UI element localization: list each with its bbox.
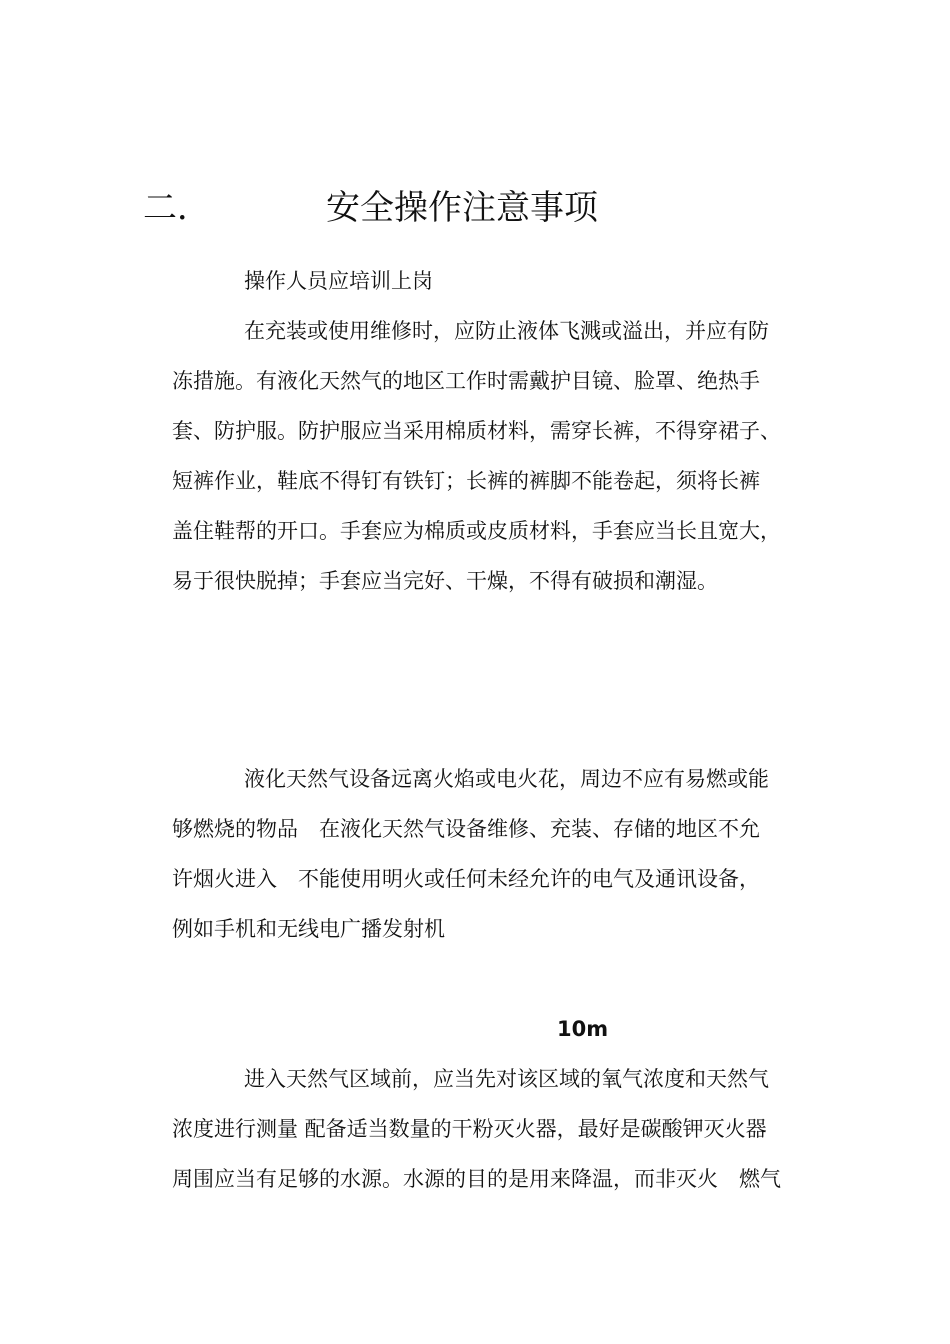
paragraph-line: 短裤作业，鞋底不得钉有铁钉；长裤的裤脚不能卷起，须将长裤 <box>172 469 760 493</box>
paragraph-line: 易于很快脱掉；手套应当完好、干燥，不得有破损和潮湿。 <box>172 569 718 593</box>
paragraph-line: 在充装或使用维修时，应防止液体飞溅或溢出，并应有防 <box>244 319 769 343</box>
paragraph-line: 浓度进行测量 配备适当数量的干粉灭火器，最好是碳酸钾灭火器 <box>172 1117 767 1141</box>
paragraph-line: 冻措施。有液化天然气的地区工作时需戴护目镜、脸罩、绝热手 <box>172 369 760 393</box>
paragraph-line: 液化天然气设备远离火焰或电火花，周边不应有易燃或能 <box>244 767 769 791</box>
paragraph-line: 够燃烧的物品 在液化天然气设备维修、充装、存储的地区不允 <box>172 817 760 841</box>
paragraph-line: 周围应当有足够的水源。水源的目的是用来降温，而非灭火 燃气 <box>172 1167 781 1191</box>
paragraph-line: 套、防护服。防护服应当采用棉质材料，需穿长裤，不得穿裙子、 <box>172 419 781 443</box>
section-title: 安全操作注意事项 <box>326 188 598 228</box>
distance-marker: 10m <box>557 1017 609 1041</box>
paragraph-line: 例如手机和无线电广播发射机 <box>172 917 445 941</box>
subtitle-training: 操作人员应培训上岗 <box>244 269 433 293</box>
paragraph-line: 进入天然气区域前，应当先对该区域的氧气浓度和天然气 <box>244 1067 769 1091</box>
paragraph-line: 盖住鞋帮的开口。手套应为棉质或皮质材料，手套应当长且宽大， <box>172 519 781 543</box>
section-number: 二． <box>143 188 211 228</box>
paragraph-line: 许烟火进入 不能使用明火或任何未经允许的电气及通讯设备， <box>172 867 760 891</box>
